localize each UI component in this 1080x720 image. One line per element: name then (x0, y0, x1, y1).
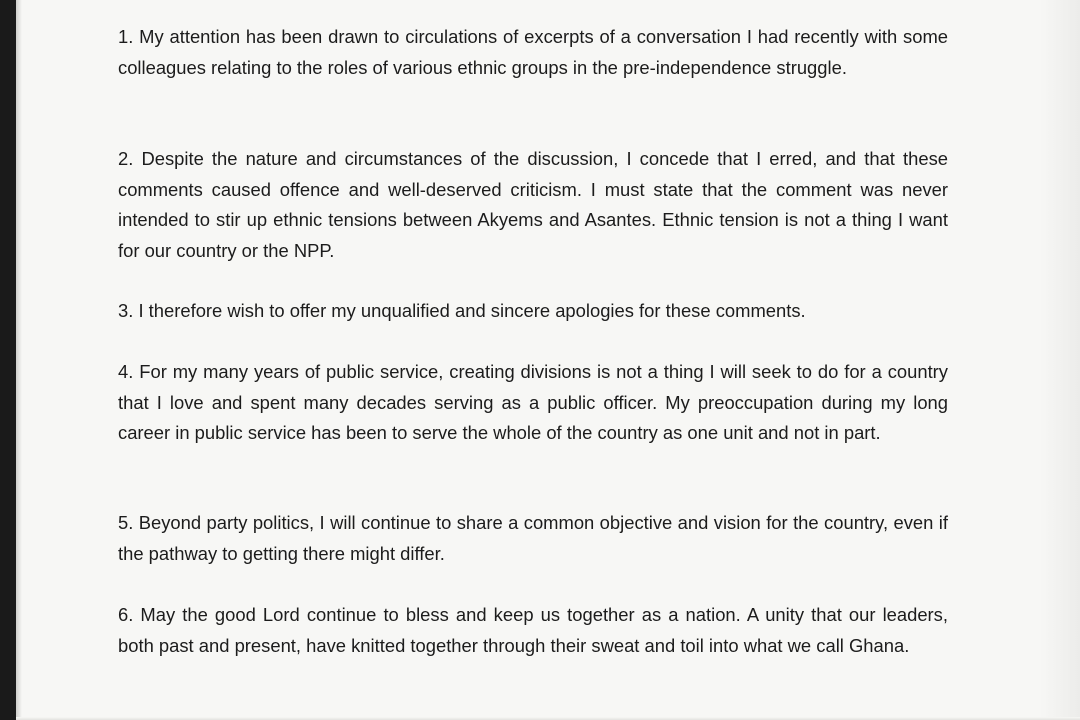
scan-left-edge (0, 0, 16, 720)
cut-off-heading (296, 0, 532, 1)
paragraph-2: 2. Despite the nature and circumstances of the discussion, I concede that I erred, and that these comments caused offence and well-deserved criticism. I must state that the comment was never intended to stir up ethnic tensions between Akyems and Asantes. Ethnic tension is not a thing I want for our country or the NPP. (118, 148, 948, 261)
paragraph-1: 1. My attention has been drawn to circulations of excerpts of a conversation I had recently with some colleagues relating to the roles of various ethnic groups in the pre-independence struggle. (118, 26, 948, 78)
paragraph-6: 6. May the good Lord continue to bless and keep us together as a nation. A unity that our leaders, both past and present, have knitted together through their sweat and toil into what we call Ghana. (118, 604, 948, 656)
paragraph-4: 4. For my many years of public service, creating divisions is not a thing I will seek to do for a country that I love and spent many decades serving as a public officer. My preoccupation during my long career in public service has been to serve the whole of the country as one unit and not in part. (118, 361, 948, 443)
scan-edge-shadow (16, 0, 22, 720)
paper-shading (1040, 0, 1080, 720)
paragraph-3: 3. I therefore wish to offer my unqualified and sincere apologies for these comments. (118, 300, 806, 321)
paragraph-5: 5. Beyond party politics, I will continue to share a common objective and vision for the country, even if the pathway to getting there might differ. (118, 512, 948, 564)
